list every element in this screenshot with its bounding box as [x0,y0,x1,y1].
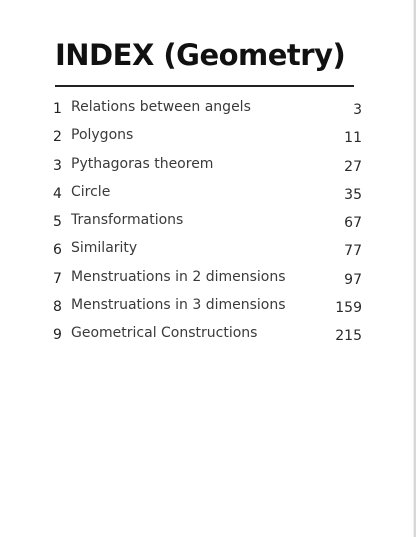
entry-title: Menstruations in 2 dimensions [71,268,286,285]
entry-number: 2 [53,129,62,146]
entry-number: 4 [53,185,62,202]
title-underline [55,85,354,87]
entry-number: 6 [53,242,62,259]
entry-title: Transformations [71,212,184,229]
index-entry [50,153,370,181]
entry-page-number: 67 [344,215,362,232]
entry-number: 3 [53,157,62,174]
entry-title: Menstruations in 3 dimensions [71,297,286,314]
index-entry [50,322,370,350]
entry-page-number: 97 [344,271,362,288]
entry-number: 5 [53,214,62,231]
entry-title: Geometrical Constructions [71,325,258,342]
entry-title: Circle [71,183,111,200]
index-entry [50,181,370,209]
entry-page-number: 27 [344,158,362,175]
index-title: INDEX (Geometry) [55,38,346,72]
entry-number: 9 [53,327,62,344]
index-entry [50,209,370,237]
index-entry [50,266,370,294]
entry-title: Relations between angels [71,99,251,115]
entry-page-number: 3 [353,102,362,118]
entry-number: 8 [53,299,62,316]
entry-page-number: 77 [344,243,362,260]
entry-page-number: 159 [335,300,362,317]
index-list [50,96,370,351]
index-entry [50,237,370,265]
entry-number: 7 [53,270,62,287]
entry-title: Similarity [71,240,138,257]
entry-page-number: 11 [344,130,362,147]
entry-page-number: 215 [335,328,362,345]
index-entry [50,124,370,152]
entry-title: Pythagoras theorem [71,155,214,172]
entry-title: Polygons [71,127,134,144]
index-entry [50,96,370,124]
entry-page-number: 35 [344,186,362,203]
index-entry [50,294,370,322]
entry-number: 1 [53,101,62,117]
